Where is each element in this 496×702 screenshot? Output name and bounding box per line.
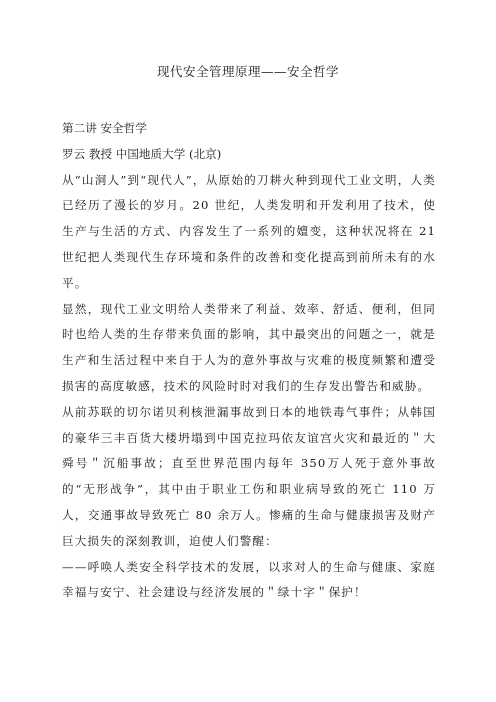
author-line: 罗云 教授 中国地质大学 (北京) [62,146,222,161]
paragraph-2: 显然，现代工业文明给人类带来了利益、效率、舒适、便利，但同时也给人类的生存带来负面的影响，其中最突出的问题之一，就是生产和生活过程中来自于人为的意外事故与灾难的极度频繁和遭受损害的高度敏感，技术的风险时时对我们的生存发出警告和威胁。 [62,301,436,393]
paragraph-3: 从前苏联的切尔诺贝利核泄漏事故到日本的地铁毒气事件；从韩国的豪华三丰百货大楼坍塌到中国克拉玛依友谊宫火灾和最近的＂大舜号＂沉船事故；直至世界范围内每年 350万人死于意外事故的“无形战争”，其中由于职业工伤和职业病导致的死亡 110 万人，交通事故导致死亡 80 余万人。惨痛的生命与健康损害及财产巨大损失的深刻教训，迫使人们警醒： [62,404,436,548]
lecture-heading: 第二讲 安全哲学 [62,121,147,135]
document-body [62,116,436,606]
document-title: 现代安全管理原理——安全哲学 [156,64,339,79]
paragraph-4: ——呼唤人类安全科学技术的发展，以求对人的生命与健康、家庭幸福与安宁、社会建设与经济发展的＂绿十字＂保护！ [62,559,436,600]
paragraph-1: 从“山洞人”到“现代人”，从原始的刀耕火种到现代工业文明，人类已经历了漫长的岁月。20 世纪，人类发明和开发利用了技术，使生产与生活的方式、内容发生了一系列的嬗变，这种状况将在 21 世纪把人类现代生存环境和条件的改善和变化提高到前所未有的水平。 [62,172,436,290]
